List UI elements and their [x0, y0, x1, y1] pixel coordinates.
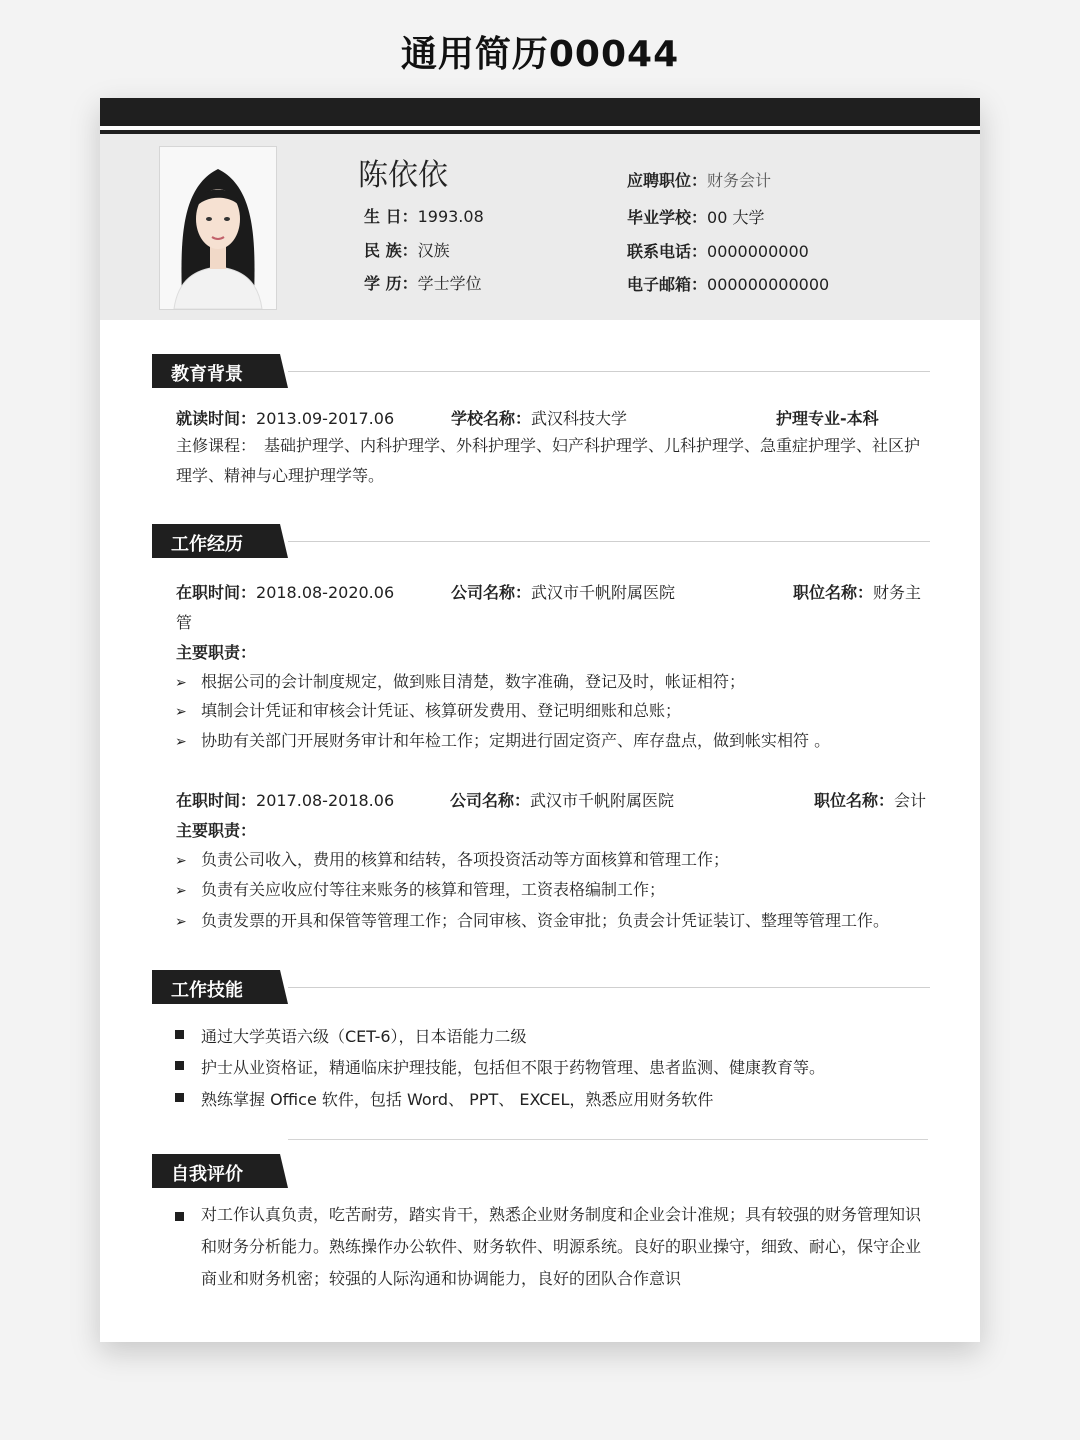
skill-item: 通过大学英语六级（CET-6），日本语能力二级: [201, 1027, 527, 1046]
email-value: 000000000000: [707, 275, 830, 294]
duties-label-text: 主要职责：: [176, 821, 257, 840]
work-title: 工作经历: [171, 534, 243, 555]
square-bullet-icon: [175, 1061, 184, 1070]
arrow-bullet-icon: ➢: [175, 734, 187, 750]
edu-courses-label: 主修课程：: [176, 436, 257, 455]
school-value: 00 大学: [707, 208, 765, 227]
job2-company-value: 武汉市千帆附属医院: [530, 791, 675, 810]
arrow-bullet-icon: ➢: [175, 675, 187, 691]
arrow-bullet-icon: ➢: [175, 853, 187, 869]
job2-company: [450, 788, 674, 811]
position-row: [627, 168, 771, 191]
skill-item: 熟练掌握 Office 软件，包括 Word、 PPT、 EXCEL，熟悉应用财务软件: [201, 1090, 714, 1109]
job2-duty: [175, 847, 729, 870]
job1-role-label: 职位名称：: [793, 583, 874, 602]
duties-label-text: 主要职责：: [176, 643, 257, 662]
arrow-bullet-icon: ➢: [175, 704, 187, 720]
job1-company-label: 公司名称：: [451, 583, 532, 602]
email-row: [627, 272, 829, 295]
self-eval-title: 自我评价: [171, 1164, 243, 1185]
edu-courses: [176, 431, 931, 491]
duty-text: 根据公司的会计制度规定，做到账目清楚，数字准确，登记及时，帐证相符；: [201, 672, 746, 691]
job2-duty: [175, 877, 665, 900]
job1-role-value: 财务主: [873, 583, 922, 602]
page-title: 通用简历00044: [400, 34, 680, 75]
job1-time: [176, 580, 394, 603]
school-label: 毕业学校：: [627, 208, 708, 227]
section-rule: [288, 987, 930, 988]
job1-duties-label: [176, 640, 256, 663]
education-section-header: [152, 354, 930, 388]
edu-time-value: 2013.09-2017.06: [256, 409, 395, 428]
arrow-bullet-icon: ➢: [175, 914, 187, 930]
square-bullet-icon: [175, 1030, 184, 1039]
job2-time-label: 在职时间：: [176, 791, 257, 810]
section-divider: [288, 1139, 928, 1140]
birth-label: 生 日：: [364, 207, 418, 226]
self-eval-section-header: [152, 1154, 930, 1188]
ethnicity-value: 汉族: [417, 241, 450, 260]
section-rule: [288, 371, 930, 372]
phone-value: 0000000000: [707, 242, 809, 261]
ethnicity-row: [364, 238, 450, 261]
profile-photo: [159, 146, 277, 310]
work-section-header: [152, 524, 930, 558]
top-bar: [100, 98, 980, 126]
job2-role-value: 会计: [894, 791, 927, 810]
degree-row: [364, 271, 482, 294]
birth-row: [364, 204, 484, 227]
edu-time-label: 就读时间：: [176, 409, 257, 428]
phone-label: 联系电话：: [627, 242, 708, 261]
job2-role-label: 职位名称：: [814, 791, 895, 810]
square-bullet-icon: [175, 1212, 184, 1221]
edu-school-label: 学校名称：: [451, 409, 532, 428]
job1-time-label: 在职时间：: [176, 583, 257, 602]
resume-sheet: [100, 98, 980, 1342]
education-title: 教育背景: [171, 364, 243, 385]
self-eval-text: 对工作认真负责，吃苦耐劳，踏实肯干，熟悉企业财务制度和企业会计准规；具有较强的财务管理知识和财务分析能力。熟练操作办公软件、财务软件、明源系统。良好的职业操守，细致、耐心，保守企业商业和财务机密；较强的人际沟通和协调能力，良好的团队合作意识: [201, 1205, 922, 1288]
duty-text: 负责发票的开具和保管等管理工作；合同审核、资金审批；负责会计凭证装订、整理等管理工作。: [201, 911, 890, 930]
edu-school-value: 武汉科技大学: [531, 409, 628, 428]
school-row: [627, 205, 764, 228]
square-bullet-icon: [175, 1093, 184, 1102]
duty-text: 协助有关部门开展财务审计和年检工作；定期进行固定资产、库存盘点，做到帐实相符 。: [201, 731, 831, 750]
skill-item: 护士从业资格证，精通临床护理技能，包括但不限于药物管理、患者监测、健康教育等。: [201, 1058, 826, 1077]
job2-time-value: 2017.08-2018.06: [256, 791, 395, 810]
edu-courses-value: 基础护理学、内科护理学、外科护理学、妇产科护理学、儿科护理学、急重症护理学、社区护理学、精神与心理护理学等。: [176, 436, 921, 485]
ethnicity-label: 民 族：: [364, 241, 418, 260]
edu-major: [776, 406, 879, 429]
skills-title: 工作技能: [171, 980, 243, 1001]
job1-duty: [175, 698, 681, 721]
job1-company-value: 武汉市千帆附属医院: [531, 583, 676, 602]
job2-time: [176, 788, 394, 811]
skills-section-header: [152, 970, 930, 1004]
job2-role: [814, 788, 926, 811]
phone-row: [627, 239, 809, 262]
edu-school: [451, 406, 627, 429]
job2-duty: [175, 908, 889, 931]
duty-text: 填制会计凭证和审核会计凭证、核算研发费用、登记明细账和总账；: [201, 701, 682, 720]
job1-time-value: 2018.08-2020.06: [256, 583, 395, 602]
degree-value: 学士学位: [417, 274, 482, 293]
edu-time: [176, 406, 394, 429]
job1-duty: [175, 728, 830, 751]
job1-duty: [175, 669, 745, 692]
edu-major-value: 护理专业-本科: [776, 409, 879, 428]
position-value: 财务会计: [707, 171, 772, 190]
degree-label: 学 历：: [364, 274, 418, 293]
job2-duties-label: [176, 818, 256, 841]
birth-value: 1993.08: [417, 207, 484, 226]
duty-text: 负责公司收入，费用的核算和结转，各项投资活动等方面核算和管理工作；: [201, 850, 730, 869]
job1-role: [793, 580, 921, 603]
duty-text: 负责有关应收应付等往来账务的核算和管理，工资表格编制工作；: [201, 880, 666, 899]
job1-company: [451, 580, 675, 603]
arrow-bullet-icon: ➢: [175, 883, 187, 899]
job2-company-label: 公司名称：: [450, 791, 531, 810]
section-rule: [288, 541, 930, 542]
job1-role-wrap: 管: [176, 613, 193, 632]
position-label: 应聘职位：: [627, 171, 708, 190]
email-label: 电子邮箱：: [627, 275, 708, 294]
candidate-name: 陈依依: [358, 158, 448, 193]
